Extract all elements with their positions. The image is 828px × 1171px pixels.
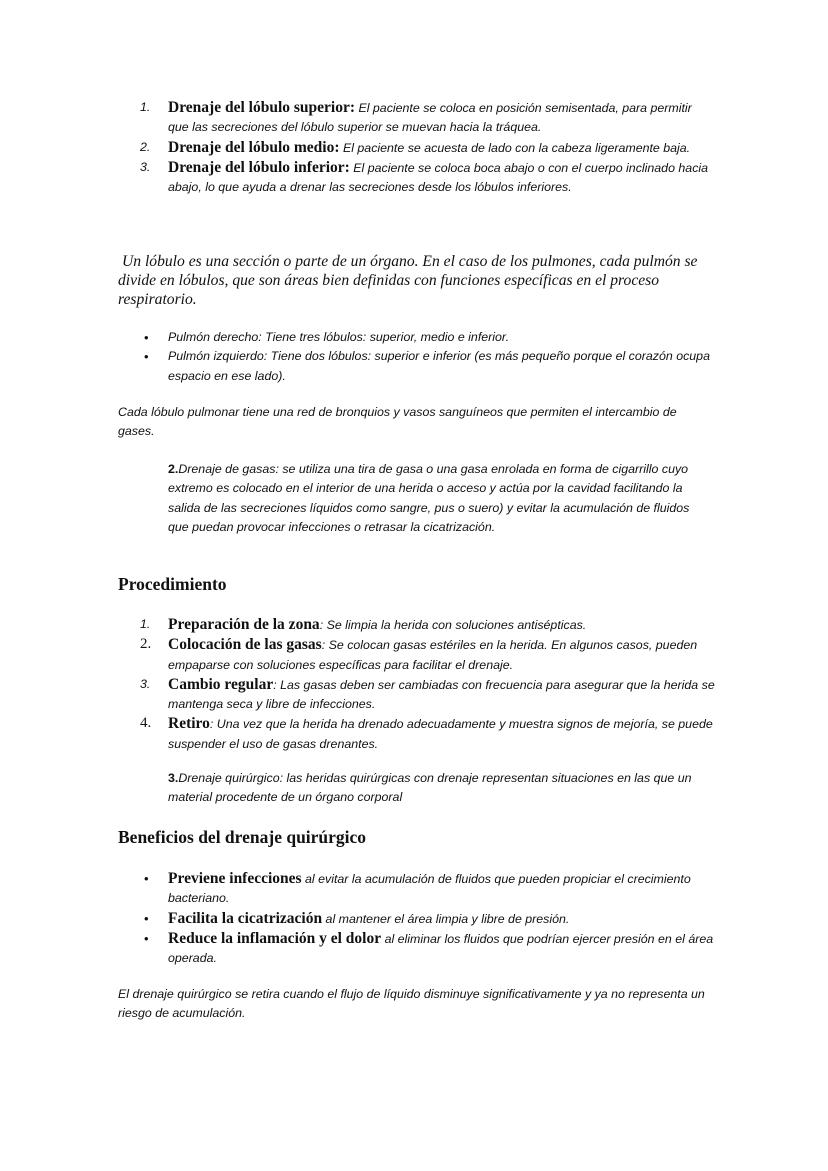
list-item — [140, 328, 715, 347]
item-text: Pulmón izquierdo: Tiene dos lóbulos: superior e inferior (es más pequeño porque el corazón ocupa espacio en ese lado). — [168, 349, 710, 383]
lobe-definition: Un lóbulo es una sección o parte de un órgano. En el caso de los pulmones, cada pulmón se divide en lóbulos, que son áreas bien definidas con funciones específicas en el proceso respiratorio. — [118, 253, 698, 309]
item-text: El paciente se acuesta de lado con la cabeza ligeramente baja. — [342, 140, 691, 155]
item-label: Retiro — [168, 715, 210, 733]
lung-bullets — [140, 328, 715, 386]
list-item — [140, 909, 715, 929]
gauze-drain-paragraph — [168, 460, 713, 537]
procedure-heading: Procedimiento — [118, 574, 227, 594]
item-label: Reduce la inflamación y el dolor — [168, 929, 382, 947]
list-item: 3. Cambio regular: Las gasas deben ser cambiadas con frecuencia para asegurar que la herida se mantenga seca y libre de infecciones. — [140, 675, 715, 712]
bullet-icon: • — [144, 330, 149, 345]
closing-paragraph: El drenaje quirúrgico se retira cuando el flujo de líquido disminuye significativamente y ya no representa un riesgo de acumulación. — [118, 987, 705, 1021]
list-item — [140, 929, 715, 969]
item-text: Pulmón derecho: Tiene tres lóbulos: superior, medio e inferior. — [168, 330, 510, 344]
list-item — [140, 869, 715, 909]
item-text: El paciente se coloca en posición semisentada, para permitir que las secreciones del lóbulo superior se muevan hacia la tráquea. — [168, 101, 692, 135]
surgical-drain-paragraph — [168, 769, 716, 808]
benefits-heading: Beneficios del drenaje quirúrgico — [118, 827, 367, 847]
item-text: El paciente se coloca boca abajo o con el cuerpo inclinado hacia abajo, lo que ayuda a drenar las secreciones desde los lóbulos inferiores. — [168, 160, 709, 195]
item-text: al evitar la acumulación de fluidos que pueden propiciar el crecimiento bacteriano. — [168, 872, 691, 906]
section-number: 3. — [168, 771, 179, 785]
item-number: 2. — [140, 139, 151, 154]
list-item — [140, 158, 715, 198]
item-text: Una vez que la herida ha drenado adecuadamente y muestra signos de mejoría, se puede suspender el uso de gasas drenantes. — [168, 717, 713, 751]
item-label: Drenaje del lóbulo inferior: — [168, 158, 350, 176]
item-text: Se limpia la herida con soluciones antisépticas. — [326, 618, 587, 632]
item-number: 4. — [140, 715, 152, 732]
bullet-icon: • — [144, 910, 149, 926]
item-text: al mantener el área limpia y libre de presión. — [325, 911, 570, 926]
item-text: Las gasas deben ser cambiadas con frecuencia para asegurar que la herida se mantenga seca y libre de infecciones. — [168, 677, 715, 712]
item-number: 1. — [140, 617, 151, 631]
paragraph-text: Drenaje quirúrgico: las heridas quirúrgicas con drenaje representan situaciones en las que un material procedente de un órgano corporal — [168, 771, 692, 805]
item-text: Se colocan gasas estériles en la herida. En algunos casos, pueden empaparse con soluciones específicas para facilitar el drenaje. — [168, 638, 698, 672]
item-label: Colocación de las gasas — [168, 636, 322, 654]
list-item — [140, 98, 715, 138]
bullet-icon: • — [144, 871, 149, 886]
item-number: 1. — [140, 100, 151, 114]
item-label: Drenaje del lóbulo medio: — [168, 138, 340, 156]
lobe-drainage-list — [140, 98, 715, 197]
item-number: 3. — [140, 676, 151, 691]
item-label: Preparación de la zona — [168, 616, 320, 633]
lobe-network-paragraph: Cada lóbulo pulmonar tiene una red de bronquios y vasos sanguíneos que permiten el intercambio de gases. — [118, 405, 677, 439]
item-number: 2. — [140, 636, 152, 653]
section-number: 2. — [168, 462, 179, 476]
item-label: Previene infecciones — [168, 870, 302, 887]
item-number: 3. — [140, 159, 151, 174]
benefits-list — [140, 869, 715, 968]
list-item: 1. Preparación de la zona: Se limpia la herida con soluciones antisépticas. — [140, 616, 587, 633]
item-label: Drenaje del lóbulo superior: — [168, 99, 355, 116]
paragraph-text: Drenaje de gasas: se utiliza una tira de gasa o una gasa enrolada en forma de cigarrillo cuyo extremo es colocado en el interior de una herida o acceso y actúa por la cavidad facilitando la salida de las secreciones líquidos como sangre, pus o suero) y evitar la acumulación de fluidos que puedan provocar infecciones o retrasar la cicatrización. — [168, 462, 690, 534]
bullet-icon: • — [144, 930, 149, 946]
list-item — [140, 347, 715, 386]
list-item: 4. Retiro: Una vez que la herida ha drenado adecuadamente y muestra signos de mejoría, se puede suspender el uso de gasas drenantes. — [140, 715, 713, 751]
list-item — [140, 138, 715, 158]
item-label: Facilita la cicatrización — [168, 909, 323, 927]
item-label: Cambio regular — [168, 675, 274, 693]
procedure-steps — [140, 615, 715, 754]
list-item: 2. Colocación de las gasas: Se colocan gasas estériles en la herida. En algunos casos, pueden empaparse con soluciones específicas para facilitar el drenaje. — [140, 636, 698, 672]
bullet-icon: • — [144, 349, 149, 365]
item-text: al eliminar los fluidos que podrían ejercer presión en el área operada. — [168, 931, 714, 966]
